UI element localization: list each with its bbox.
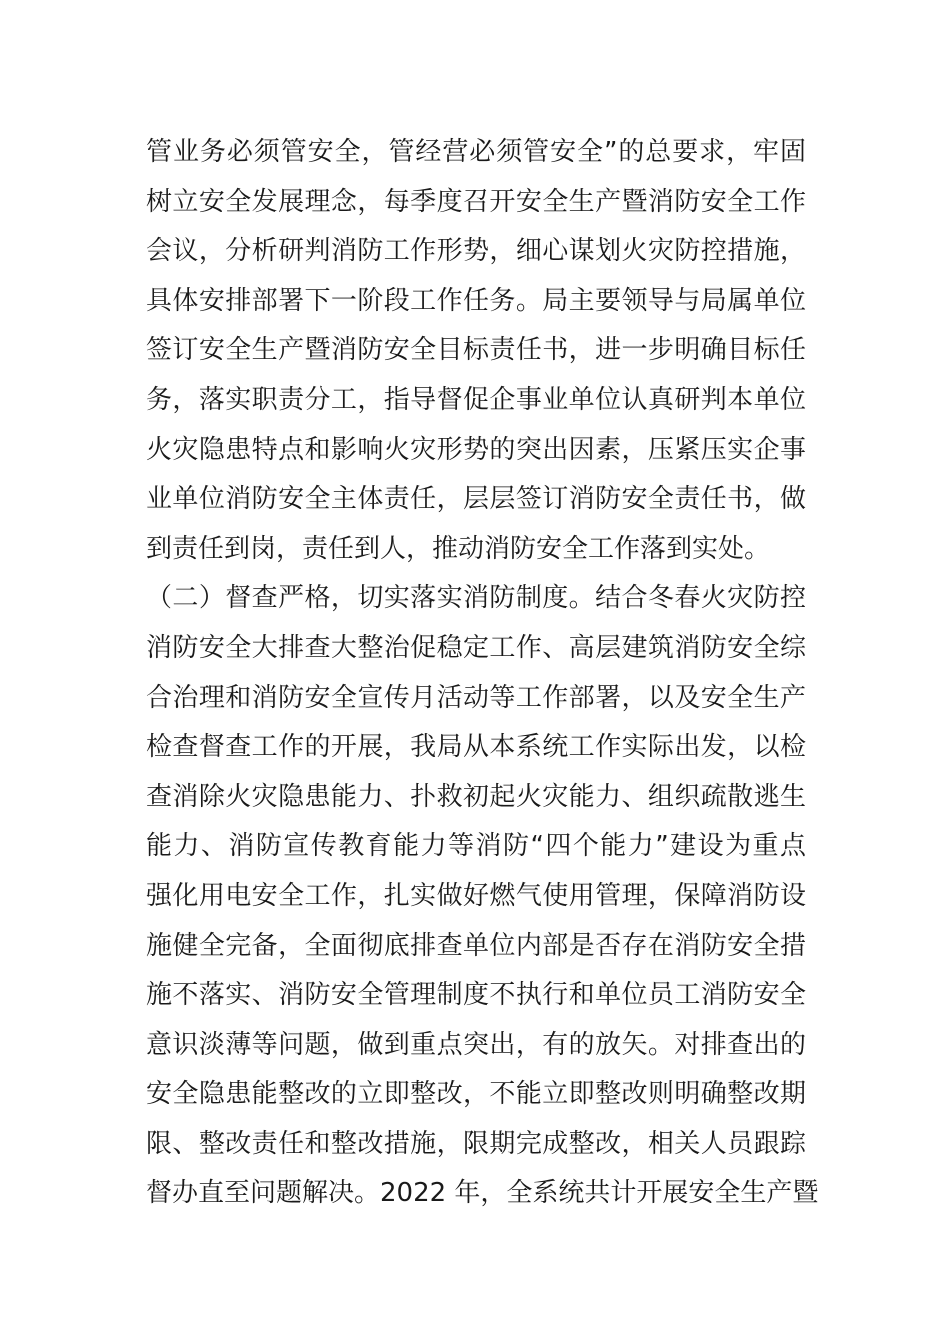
text-line: 具体安排部署下一阶段工作任务。局主要领导与局属单位 bbox=[146, 285, 806, 316]
text-line: 火灾隐患特点和影响火灾形势的突出因素，压紧压实企事 bbox=[146, 434, 806, 465]
section-heading-line: （二）督查严格，切实落实消防制度。结合冬春火灾防控 bbox=[146, 583, 806, 614]
text-line: 施健全完备，全面彻底排查单位内部是否存在消防安全措 bbox=[146, 930, 806, 961]
text-line: 务，落实职责分工，指导督促企事业单位认真研判本单位 bbox=[146, 384, 806, 415]
paragraph-end-line: 到责任到岗，责任到人，推动消防安全工作落到实处。 bbox=[146, 533, 771, 564]
text-line: 会议，分析研判消防工作形势，细心谋划火灾防控措施， bbox=[146, 236, 806, 267]
text-line: 能力、消防宣传教育能力等消防“四个能力”建设为重点 bbox=[146, 831, 806, 862]
text-line: 管业务必须管安全，管经营必须管安全”的总要求，牢固 bbox=[146, 137, 806, 167]
text-line: 消防安全大排查大整治促稳定工作、高层建筑消防安全综 bbox=[146, 632, 806, 663]
text-line: 查消除火灾隐患能力、扑救初起火灾能力、组织疏散逃生 bbox=[146, 781, 806, 812]
text-line: 检查督查工作的开展，我局从本系统工作实际出发，以检 bbox=[146, 732, 806, 763]
body-text bbox=[146, 128, 819, 1219]
text-line: 督办直至问题解决。2022 年，全系统共计开展安全生产暨 bbox=[146, 1178, 819, 1209]
text-line: 合治理和消防安全宣传月活动等工作部署，以及安全生产 bbox=[146, 682, 806, 713]
text-line: 签订安全生产暨消防安全目标责任书，进一步明确目标任 bbox=[146, 335, 806, 366]
text-line: 强化用电安全工作，扎实做好燃气使用管理，保障消防设 bbox=[146, 880, 806, 911]
text-line: 施不落实、消防安全管理制度不执行和单位员工消防安全 bbox=[146, 980, 806, 1011]
text-line: 业单位消防安全主体责任，层层签订消防安全责任书，做 bbox=[146, 484, 806, 515]
text-line: 意识淡薄等问题，做到重点突出，有的放矢。对排查出的 bbox=[146, 1029, 806, 1060]
text-line: 树立安全发展理念，每季度召开安全生产暨消防安全工作 bbox=[146, 186, 806, 217]
text-line: 安全隐患能整改的立即整改，不能立即整改则明确整改期 bbox=[146, 1079, 806, 1110]
text-line: 限、整改责任和整改措施，限期完成整改，相关人员跟踪 bbox=[146, 1128, 806, 1159]
